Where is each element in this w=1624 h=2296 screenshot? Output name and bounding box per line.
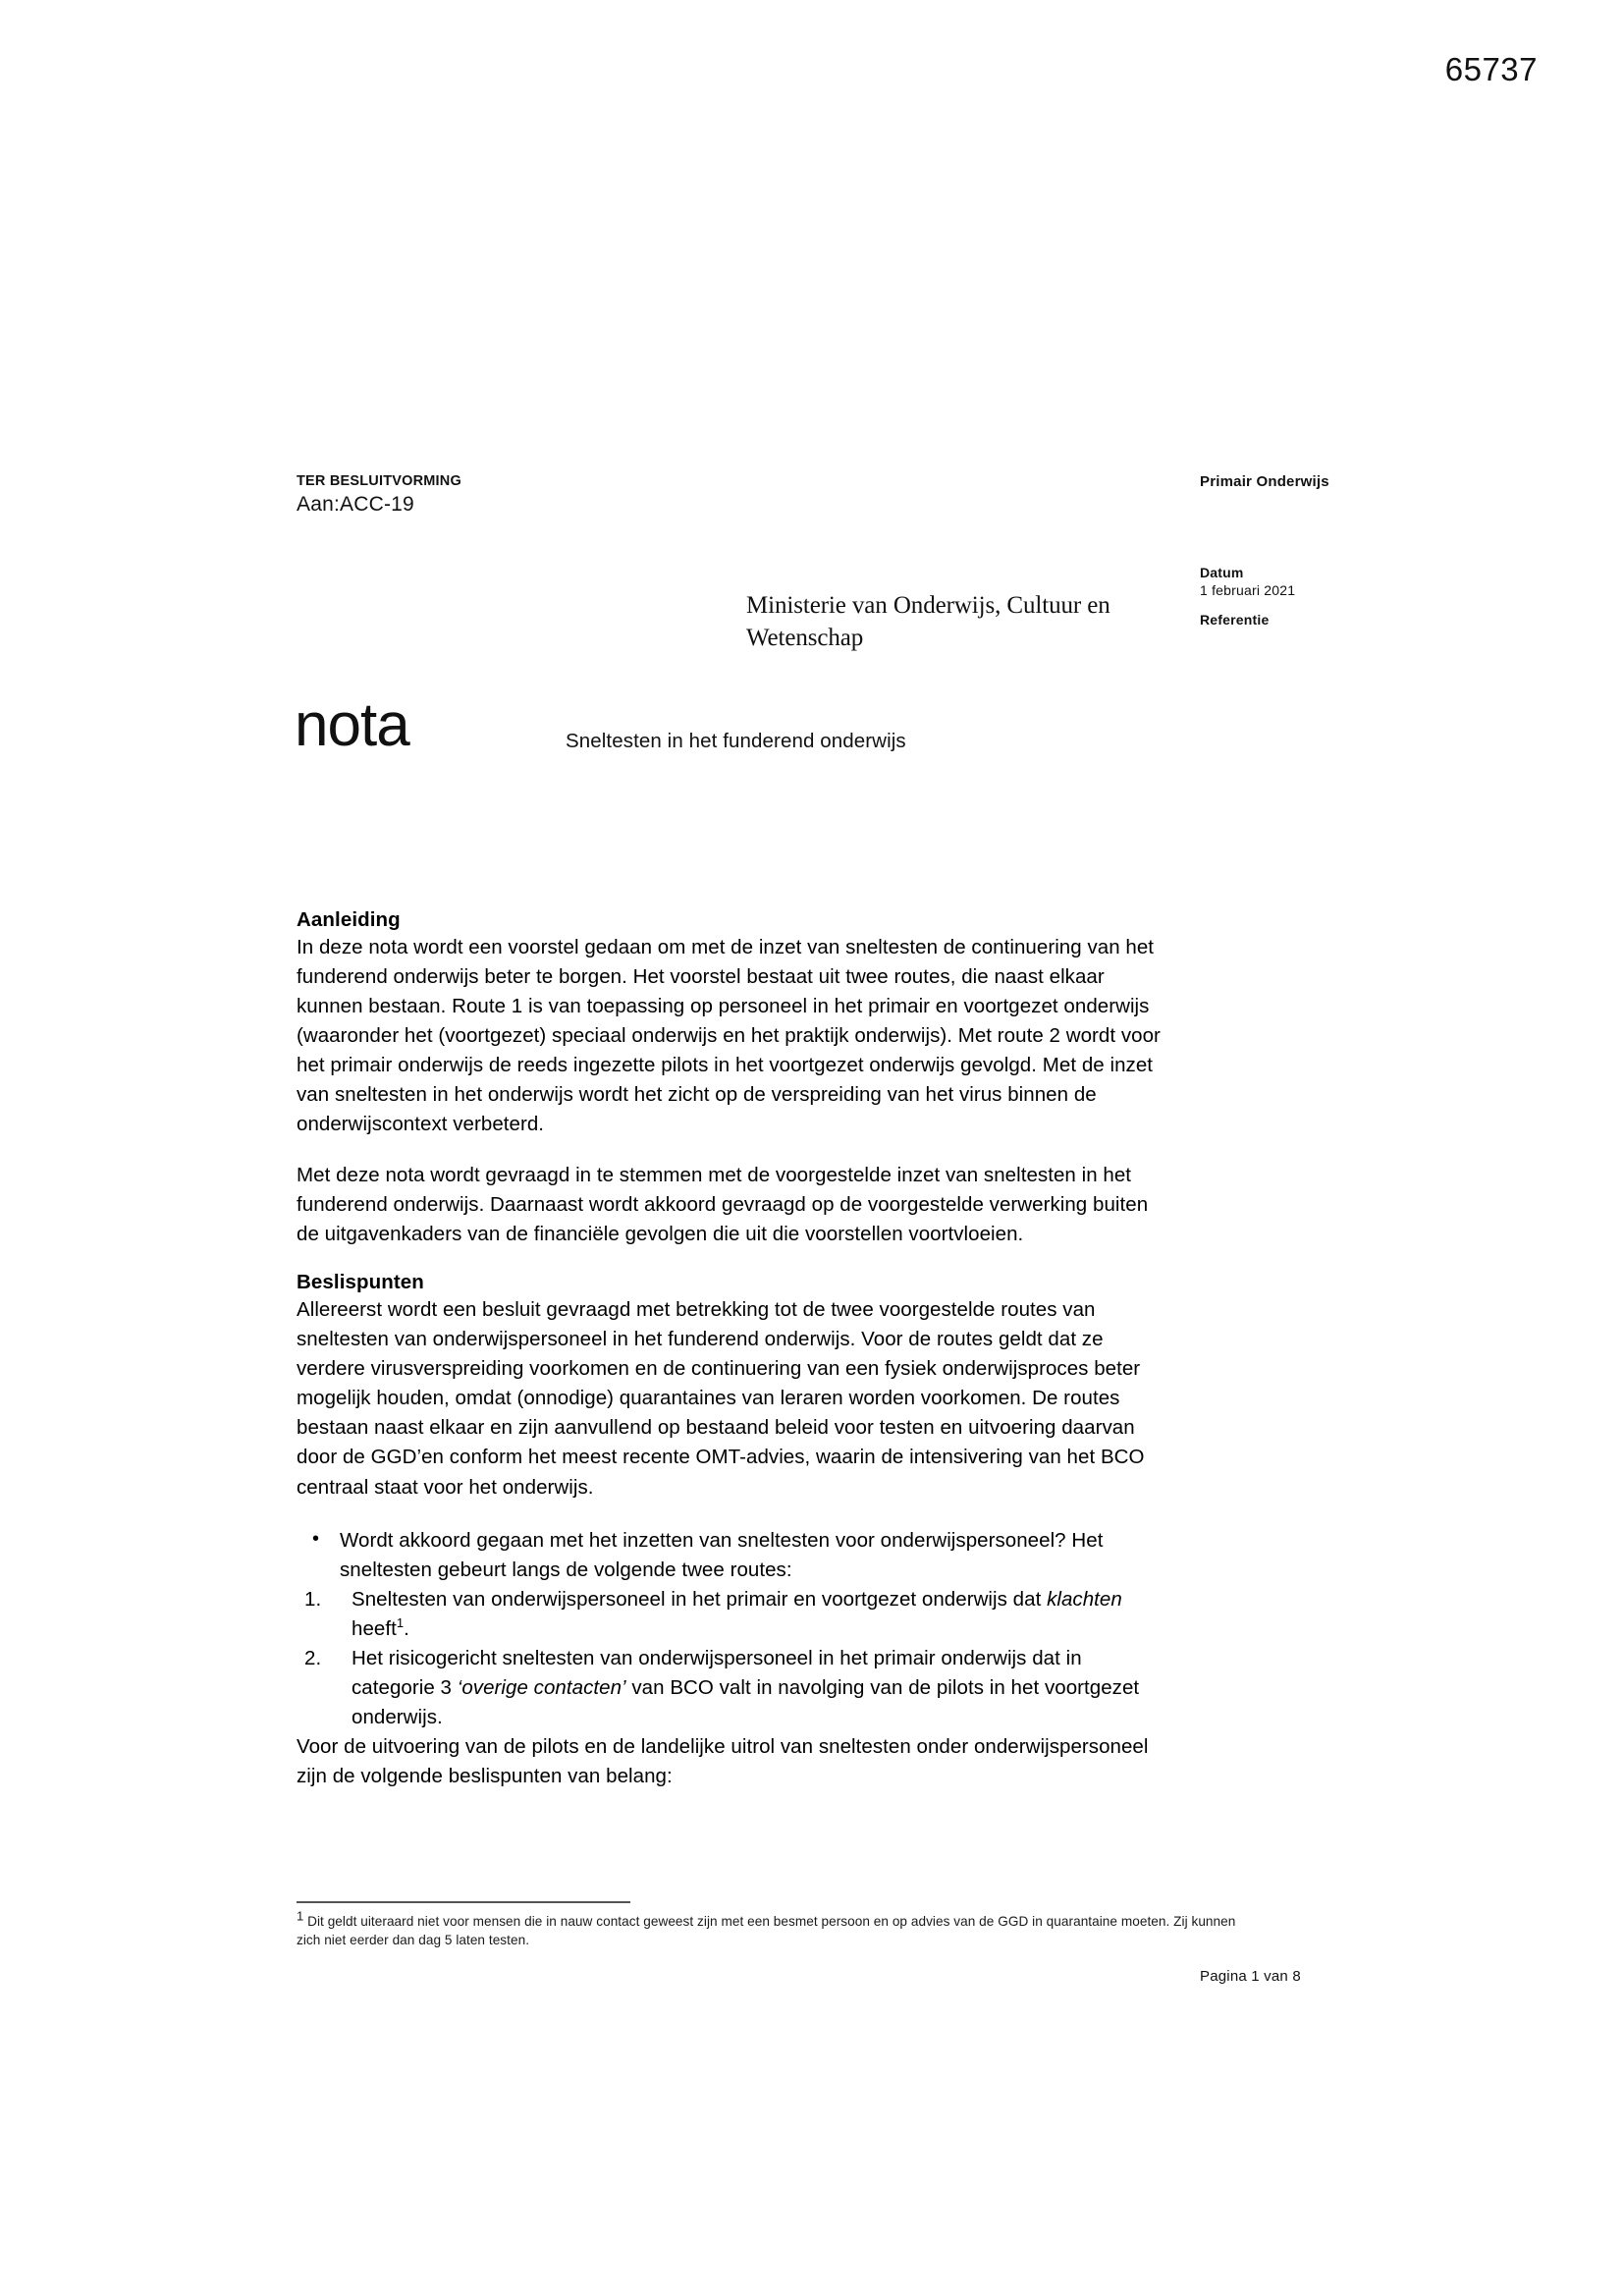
list-item [297, 1585, 1161, 1644]
footnote-text [297, 1908, 1239, 1950]
aanleiding-paragraph-1: In deze nota wordt een voorstel gedaan om met de inzet van sneltesten de continuering van het funderend onderwijs beter te borgen. Het voorstel bestaat uit twee routes, die naast elkaar kunnen bestaan. Route 1 is van toepassing op personeel in het primair en voortgezet onderwijs (waaronder het (voortgezet) speciaal onderwijs en het praktijk onderwijs). Met route 2 wordt voor het primair onderwijs de reeds ingezette pilots in het voortgezet onderwijs gevolgd. Met de inzet van sneltesten in het onderwijs wordt het zicht op de verspreiding van het virus binnen de onderwijscontext verbeterd. [297, 936, 1161, 1136]
route-1-text-end: . [404, 1616, 409, 1640]
header-left-block [297, 473, 905, 517]
document-type-title: nota [295, 691, 409, 759]
footnote-body: Dit geldt uiteraard niet voor mensen die in nauw contact geweest zijn met een besmet persoon en op advies van de GGD in quarantaine moeten. Zij kunnen zich niet eerder dan dag 5 laten testen. [297, 1914, 1236, 1948]
list-item-number: 1. [304, 1587, 322, 1611]
document-body [297, 908, 1161, 1813]
routes-numbered-list [297, 1585, 1161, 1732]
beslispunten-closing-paragraph: Voor de uitvoering van de pilots en de landelijke uitrol van sneltesten onder onderwijspersoneel zijn de volgende beslispunten van belang: [297, 1734, 1149, 1787]
page-number-footer: Pagina 1 van 8 [1200, 1968, 1301, 1985]
header-right-block [1200, 473, 1534, 628]
scan-number: 65737 [1444, 51, 1538, 87]
section-heading-aanleiding: Aanleiding [297, 908, 401, 931]
list-item [297, 1644, 1161, 1732]
route-1-text-after: heeft [352, 1616, 397, 1640]
footnote-block [297, 1901, 1239, 1950]
route-1-emphasis: klachten [1047, 1587, 1122, 1611]
department-label: Primair Onderwijs [1200, 473, 1329, 490]
document-subject: Sneltesten in het funderend onderwijs [566, 730, 906, 752]
footnote-marker: 1 [297, 1908, 304, 1924]
section-heading-beslispunten: Beslispunten [297, 1271, 424, 1294]
ministry-wordmark: Ministerie van Onderwijs, Cultuur en Wetenschap [746, 592, 1110, 651]
route-2-emphasis: ‘overige contacten’ [457, 1675, 626, 1699]
list-item-number: 2. [304, 1646, 322, 1669]
footnote-separator-rule [297, 1901, 630, 1903]
beslispunten-intro: Allereerst wordt een besluit gevraagd met betrekking tot de twee voorgestelde routes van sneltesten van onderwijspersoneel in het funderend onderwijs. Voor de routes geldt dat ze verdere virusverspreiding voorkomen en de continuering van een fysiek onderwijsproces beter mogelijk houden, omdat (onnodige) quarantaines van leraren worden voorkomen. De routes bestaan naast elkaar en zijn aanvullend op bestaand beleid voor testen en uitvoering daarvan door de GGD’en conform het meest recente OMT-advies, waarin de intensivering van het BCO centraal staat voor het onderwijs. [297, 1298, 1145, 1499]
header-metadata [1200, 565, 1534, 628]
list-item-text [352, 1644, 1161, 1732]
beslispunten-bullet-list [297, 1526, 1161, 1585]
route-2-text-before: Het risicogericht sneltesten van onderwijspersoneel in het primair onderwijs dat in categorie 3 [352, 1646, 1082, 1699]
route-1-text-before: Sneltesten van onderwijspersoneel in het primair en voortgezet onderwijs dat [352, 1587, 1048, 1611]
reference-label: Referentie [1200, 612, 1270, 628]
addressed-to: Aan:ACC-19 [297, 493, 414, 516]
date-value: 1 februari 2021 [1200, 582, 1296, 598]
date-label: Datum [1200, 565, 1244, 580]
route-2-text-after: van BCO valt in navolging van de pilots in het voortgezet onderwijs. [352, 1675, 1140, 1728]
aanleiding-paragraph-2: Met deze nota wordt gevraagd in te stemmen met de voorgestelde inzet van sneltesten in het funderend onderwijs. Daarnaast wordt akkoord gevraagd op de voorgestelde verwerking buiten de uitgavenkaders van de financiële gevolgen die uit die voorstellen voortvloeien. [297, 1164, 1149, 1246]
document-status-kicker: TER BESLUITVORMING [297, 473, 461, 489]
list-item: • Wordt akkoord gegaan met het inzetten van sneltesten voor onderwijspersoneel? Het sneltesten gebeurt langs de volgende twee routes: [297, 1526, 1161, 1585]
footnote-reference-marker: 1 [396, 1614, 405, 1630]
list-item-text [352, 1585, 1161, 1644]
